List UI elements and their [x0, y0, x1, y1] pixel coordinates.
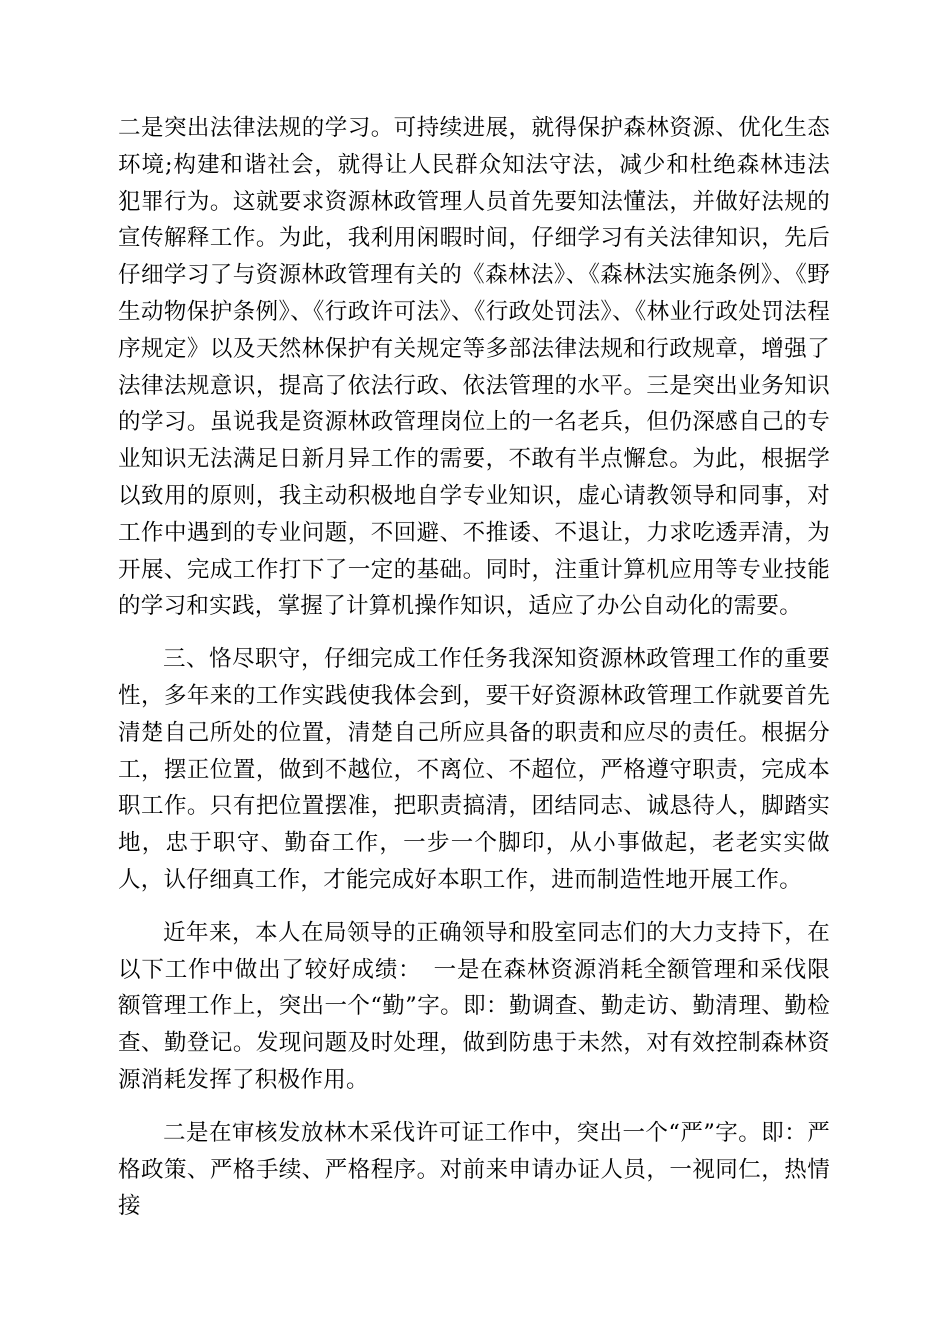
- paragraph-legal-and-professional-study: 二是突出法律法规的学习。可持续进展，就得保护森林资源、优化生态环境;构建和谐社会，就得让人民群众知法守法，减少和杜绝森林违法犯罪行为。这就要求资源林政管理人员首先要知法懂法，并做好法规的宣传解释工作。为此，我利用闲暇时间，仔细学习有关法律知识，先后仔细学习了与资源林政管理有关的《森林法》、《森林法实施条例》、《野生动物保护条例》、《行政许可法》、《行政处罚法》、《林业行政处罚法程序规定》以及天然林保护有关规定等多部法律法规和行政规章，增强了法律法规意识，提高了依法行政、依法管理的水平。三是突出业务知识的学习。虽说我是资源林政管理岗位上的一名老兵，但仍深感自己的专业知识无法满足日新月异工作的需要，不敢有半点懈怠。为此，根据学以致用的原则，我主动积极地自学专业知识，虚心请教领导和同事，对工作中遇到的专业问题，不回避、不推诿、不退让，力求吃透弄清，为开展、完成工作打下了一定的基础。同时，注重计算机应用等专业技能的学习和实践，掌握了计算机操作知识，适应了办公自动化的需要。: [118, 115, 830, 620]
- document-body: [118, 110, 830, 1225]
- paragraph-duty-fulfillment: 三、恪尽职守，仔细完成工作任务我深知资源林政管理工作的重要性，多年来的工作实践使我体会到，要干好资源林政管理工作就要首先清楚自己所处的位置，清楚自己所应具备的职责和应尽的责任。根据分工，摆正位置，做到不越位，不离位、不超位，严格遵守职责，完成本职工作。只有把位置摆准，把职责搞清，团结同志、诚恳待人，脚踏实地，忠于职守、勤奋工作，一步一个脚印，从小事做起，老老实实做人，认仔细真工作，才能完成好本职工作，进而制造性地开展工作。: [118, 646, 830, 893]
- paragraph-permit-issuance: 二是在审核发放林木采伐许可证工作中，突出一个“严”字。即：严格政策、严格手续、严格程序。对前来申请办证人员，一视同仁，热情接: [118, 1119, 830, 1220]
- paragraph-recent-achievements: 近年来，本人在局领导的正确领导和股室同志们的大力支持下，在以下工作中做出了较好成绩： 一是在森林资源消耗全额管理和采伐限额管理工作上，突出一个“勤”字。即：勤调查、勤走访、勤清理、勤检查、勤登记。发现问题及时处理，做到防患于未然，对有效控制森林资源消耗发挥了积极作用。: [118, 919, 830, 1093]
